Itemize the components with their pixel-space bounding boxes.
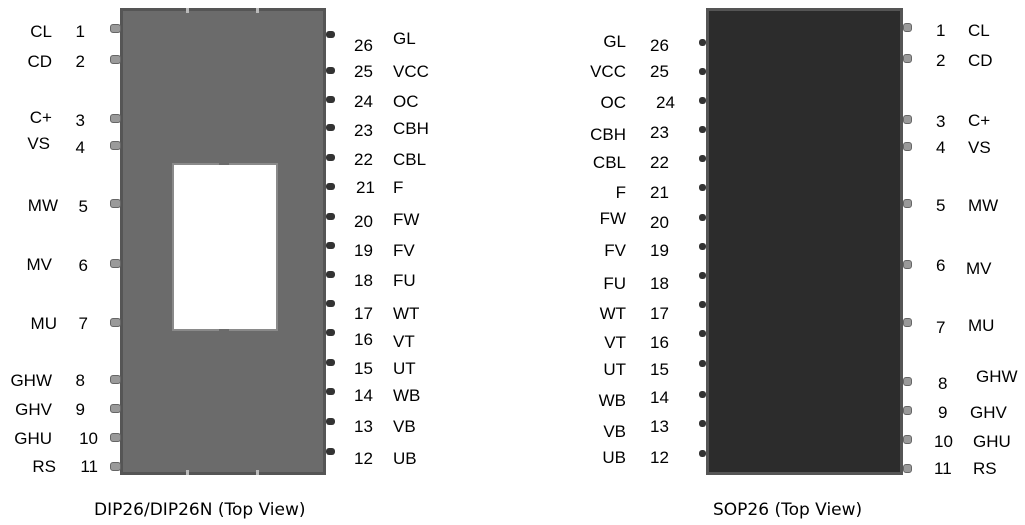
sop26-lead <box>699 420 706 427</box>
pin-number: 5 <box>936 196 946 215</box>
pin-number: 6 <box>78 256 88 275</box>
sop26-lead <box>699 39 706 46</box>
pin-number: 17 <box>650 304 669 323</box>
dip26-lead <box>326 67 335 74</box>
sop26-lead <box>699 97 706 104</box>
dip26-lead <box>110 141 121 150</box>
pin-number: 21 <box>650 183 669 202</box>
pin-number: 8 <box>938 374 948 393</box>
pin-number: 22 <box>650 153 669 172</box>
pin-name: VCC <box>393 62 429 81</box>
pin-name: CD <box>27 52 52 71</box>
pin-number: 3 <box>936 112 946 131</box>
pin-number: 8 <box>75 371 85 390</box>
dip26-lead <box>110 404 121 413</box>
sop26-lead <box>699 184 706 191</box>
pin-number: 9 <box>938 403 948 422</box>
pin-name: CBL <box>592 153 626 172</box>
pin-name: WB <box>393 386 421 405</box>
dip26-window-notch <box>219 329 229 337</box>
dip26-lead <box>326 183 335 190</box>
pin-name: MW <box>968 196 999 215</box>
dip26-window-notch <box>219 157 229 165</box>
dip26-lead <box>110 55 121 64</box>
pin-number: 22 <box>354 150 373 169</box>
pin-number: 26 <box>354 36 373 55</box>
dip26-lead <box>110 375 121 384</box>
pin-number: 18 <box>650 274 669 293</box>
pin-name: VS <box>27 134 50 153</box>
pin-name: WT <box>393 304 420 323</box>
pin-name: VS <box>968 138 991 157</box>
sop26-lead <box>699 272 706 279</box>
dip26-lead <box>326 418 335 425</box>
pin-name: FV <box>604 241 626 260</box>
pin-number: 15 <box>354 359 373 378</box>
pin-number: 15 <box>650 360 669 379</box>
sop26-lead <box>699 126 706 133</box>
pin-name: UT <box>603 360 626 379</box>
sop26-lead <box>699 243 706 250</box>
dip26-lead <box>110 199 121 208</box>
pin-name: GHV <box>970 403 1007 422</box>
dip26-lead <box>110 462 121 471</box>
pin-name: FW <box>599 209 626 228</box>
pin-number: 1 <box>936 21 946 40</box>
pin-number: 16 <box>354 330 373 349</box>
dip26-tick <box>256 470 259 475</box>
pin-name: FU <box>603 274 626 293</box>
pin-name: FU <box>393 271 416 290</box>
sop26-lead <box>903 406 912 415</box>
dip26-lead <box>326 96 335 103</box>
sop26-lead <box>903 260 912 269</box>
pin-number: 24 <box>656 93 675 112</box>
pin-name: MV <box>966 259 992 278</box>
pin-name: VCC <box>590 62 626 81</box>
pin-number: 13 <box>354 417 373 436</box>
pin-name: GL <box>603 32 626 51</box>
pin-name: GL <box>393 29 416 48</box>
pin-name: RS <box>32 457 56 476</box>
pin-number: 9 <box>75 400 85 419</box>
dip26-lead <box>326 154 335 161</box>
dip26-tick <box>186 8 189 13</box>
pin-number: 26 <box>650 36 669 55</box>
pin-number: 17 <box>354 304 373 323</box>
pin-number: 7 <box>78 314 88 333</box>
pin-number: 1 <box>75 22 85 41</box>
pin-name: WT <box>599 304 626 323</box>
dip26-lead <box>326 124 335 131</box>
pin-number: 11 <box>80 457 98 476</box>
pin-number: 2 <box>936 51 946 70</box>
pin-name: UB <box>602 448 626 467</box>
pin-name: GHV <box>15 400 52 419</box>
pin-number: 11 <box>934 459 952 478</box>
pin-number: 7 <box>936 318 946 337</box>
sop26-lead <box>699 450 706 457</box>
pin-name: CBH <box>393 119 429 138</box>
dip26-lead <box>326 388 335 395</box>
pin-name: UB <box>393 449 417 468</box>
pin-name: WB <box>598 391 626 410</box>
pin-name: UT <box>393 359 416 378</box>
dip26-lead <box>326 329 335 336</box>
sop26-caption: SOP26 (Top View) <box>713 500 863 520</box>
sop26-lead <box>903 464 912 473</box>
dip26-lead <box>326 300 335 307</box>
pin-name: CL <box>968 21 990 40</box>
sop26-lead <box>903 23 912 32</box>
pin-number: 14 <box>650 388 669 407</box>
pin-number: 10 <box>79 429 98 448</box>
pin-number: 19 <box>650 241 669 260</box>
pin-number: 19 <box>354 241 373 260</box>
pin-name: CL <box>30 22 52 41</box>
pin-number: 21 <box>356 178 375 197</box>
pin-number: 16 <box>650 333 669 352</box>
dip26-lead <box>110 114 121 123</box>
pin-name: MV <box>26 255 52 274</box>
pin-name: RS <box>973 459 997 478</box>
dip26-lead <box>110 259 121 268</box>
dip26-caption: DIP26/DIP26N (Top View) <box>94 500 306 520</box>
pin-number: 18 <box>354 271 373 290</box>
dip26-lead <box>326 448 335 455</box>
pin-name: MU <box>30 314 57 333</box>
pin-number: 14 <box>354 386 373 405</box>
pin-name: C+ <box>29 108 52 127</box>
dip26-lead <box>326 213 335 220</box>
pin-number: 4 <box>936 138 946 157</box>
dip26-lead <box>110 318 121 327</box>
pin-number: 25 <box>650 62 669 81</box>
sop26-lead <box>903 115 912 124</box>
sop26-lead <box>903 142 912 151</box>
sop26-lead <box>699 360 706 367</box>
sop26-lead <box>903 54 912 63</box>
dip26-lead <box>326 242 335 249</box>
sop26-lead <box>903 435 912 444</box>
pin-name: OC <box>600 93 626 112</box>
pin-name: GHU <box>973 432 1011 451</box>
dip26-tick <box>186 470 189 475</box>
sop26-lead <box>903 377 912 386</box>
pin-name: MU <box>968 316 995 335</box>
dip26-lead <box>326 359 335 366</box>
pin-name: GHW <box>976 367 1018 386</box>
dip26-lead <box>110 24 121 33</box>
pin-number: 23 <box>354 121 373 140</box>
sop26-lead <box>699 301 706 308</box>
pin-number: 12 <box>650 448 669 467</box>
pin-name: FV <box>393 241 415 260</box>
pin-name: FW <box>393 210 420 229</box>
pin-number: 20 <box>650 213 669 232</box>
pin-number: 25 <box>354 62 373 81</box>
pin-number: 6 <box>936 256 946 275</box>
pin-name: CBL <box>393 150 427 169</box>
dip26-lead <box>110 433 121 442</box>
sop26-lead <box>699 214 706 221</box>
pin-name: VT <box>604 333 626 352</box>
pin-name: CBH <box>590 125 626 144</box>
pin-name: F <box>615 183 626 202</box>
sop26-lead <box>699 155 706 162</box>
sop26-lead <box>699 391 706 398</box>
pin-number: 23 <box>650 123 669 142</box>
sop26-lead <box>699 330 706 337</box>
pin-number: 2 <box>75 52 85 71</box>
sop26-lead <box>903 199 912 208</box>
sop26-lead <box>903 318 912 327</box>
pin-name: VT <box>393 332 415 351</box>
pin-number: 13 <box>650 417 669 436</box>
pin-number: 5 <box>78 197 88 216</box>
pin-number: 4 <box>75 138 85 157</box>
pin-number: 3 <box>75 111 85 130</box>
sop26-lead <box>699 68 706 75</box>
dip26-die-window <box>172 163 278 331</box>
pin-name: C+ <box>968 111 991 130</box>
dip26-lead <box>326 271 335 278</box>
pin-name: GHU <box>14 429 52 448</box>
pin-name: VB <box>393 417 416 436</box>
pin-name: OC <box>393 92 419 111</box>
pin-name: GHW <box>10 371 52 390</box>
pin-number: 10 <box>934 432 953 451</box>
pin-name: VB <box>603 422 626 441</box>
pin-number: 12 <box>354 449 373 468</box>
pin-name: MW <box>27 196 58 215</box>
pin-name: CD <box>968 51 993 70</box>
dip26-lead <box>326 31 335 38</box>
dip26-tick <box>256 8 259 13</box>
pin-number: 20 <box>354 212 373 231</box>
pin-number: 24 <box>354 92 373 111</box>
pin-name: F <box>393 178 404 197</box>
sop26-body <box>706 8 903 475</box>
